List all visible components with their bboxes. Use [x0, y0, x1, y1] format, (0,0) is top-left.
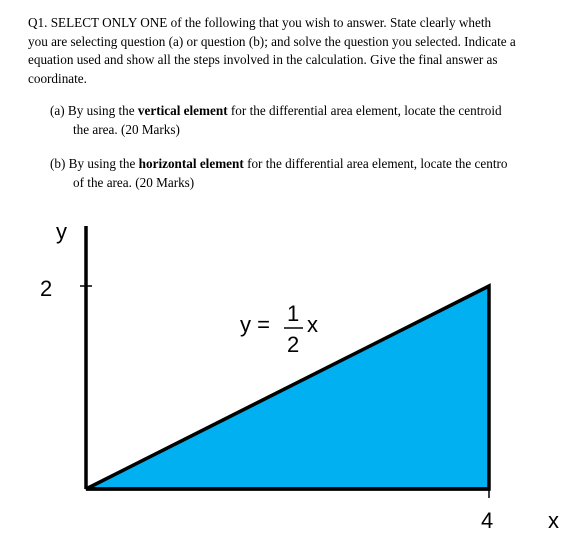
- fraction-denominator: 2: [287, 332, 300, 357]
- equation-lhs: y =: [240, 312, 270, 337]
- part-b-line-2: of the area. (20 Marks): [73, 174, 195, 190]
- equation-variable: x: [307, 312, 318, 337]
- part-a-line-2: the area. (20 Marks): [73, 121, 180, 137]
- x-axis-label: x: [548, 508, 559, 533]
- equation-label: [240, 301, 318, 357]
- part-a-line-1: (a) By using the vertical element for the differential area element, locate the centroid: [50, 103, 502, 118]
- x-tick-label: 4: [481, 508, 494, 533]
- question-line-3: equation used and show all the steps involved in the calculation. Give the final answer as: [28, 52, 498, 67]
- part-b-emphasis: horizontal element: [138, 156, 244, 171]
- y-axis-label: y: [56, 219, 67, 244]
- question-line-1: Q1. SELECT ONLY ONE of the following that you wish to answer. State clearly wheth: [28, 15, 492, 30]
- part-a-emphasis: vertical element: [137, 103, 228, 118]
- question-line-4: coordinate.: [28, 70, 87, 86]
- part-b-line-1: (b) By using the horizontal element for the differential area element, locate the centro: [50, 156, 508, 171]
- fraction-numerator: 1: [287, 301, 300, 326]
- question-line-2: you are selecting question (a) or question (b); and solve the question you selected. Indicate a: [28, 33, 516, 49]
- y-tick-label: 2: [40, 276, 53, 301]
